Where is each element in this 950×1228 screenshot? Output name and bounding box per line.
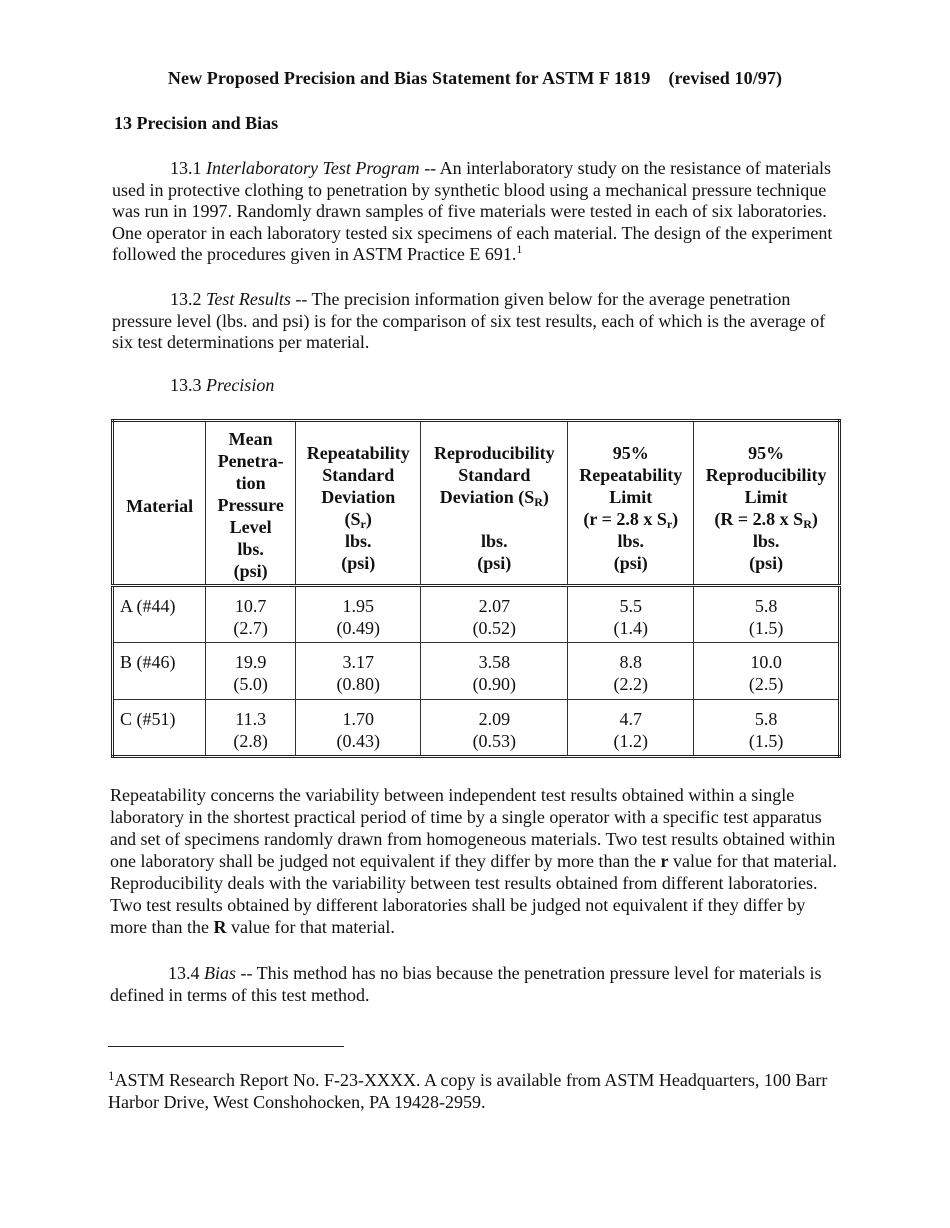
paragraph-13-1 [112, 158, 842, 266]
footnote-mark: 1 [108, 1068, 115, 1083]
para-13-3-label: Precision [206, 375, 275, 395]
header-reproducibility-sd: Reproducibility Standard Deviation $(S_R)$ lbs. (psi) [421, 421, 568, 586]
cell-rep-limit: 5.5 (1.4) [568, 586, 694, 643]
repeatability-text-3: value for that material. [226, 917, 395, 937]
revision-note: (revised 10/97) [668, 68, 783, 88]
cell-mean: 10.7 (2.7) [206, 586, 296, 643]
cell-mean: 11.3 (2.8) [206, 700, 296, 757]
title-text: New Proposed Precision and Bias Statement for ASTM F 1819 [167, 68, 651, 88]
header-repeatability-sd: Repeatability Standard Deviation $(S_r)$ lbs. (psi) [296, 421, 421, 586]
table-row [113, 700, 840, 757]
cell-rep-limit: 8.8 (2.2) [568, 643, 694, 700]
symbol-R: R [213, 917, 227, 937]
precision-table [111, 419, 841, 758]
footnote [108, 1069, 848, 1113]
cell-repro-limit: 5.8 (1.5) [694, 700, 840, 757]
para-13-1-label: Interlaboratory Test Program [206, 158, 420, 178]
para-13-4-text: -- This method has no bias because the penetration pressure level for materials is defined in terms of this test method. [110, 963, 822, 1005]
para-13-1-number: 13.1 [170, 158, 202, 178]
repeatability-text-1: Repeatability concerns the variability between independent test results obtained within a single laboratory in the shortest practical period of time by a single operator with a specific test apparatus and set of specimens randomly drawn from homogeneous materials. Two test results obtained within one laboratory shall be judged not equivalent if they differ by more than the [110, 785, 836, 871]
table-header-row [113, 421, 840, 586]
paragraph-13-4 [110, 962, 840, 1006]
footnote-text: ASTM Research Report No. F-23-XXXX. A copy is available from ASTM Headquarters, 100 Barr Harbor Drive, West Conshohocken, PA 19428-2959. [108, 1070, 828, 1112]
cell-rep-sd: 1.95 (0.49) [296, 586, 421, 643]
para-13-1-text: -- An interlaboratory study on the resistance of materials used in protective clothing to penetration by synthetic blood using a mechanical pressure technique was run in 1997. Randomly drawn samples of five materials were tested in each of six laboratories. One operator in each laboratory tested six specimens of each material. The design of the experiment followed the procedures given in ASTM Practice E 691. [112, 158, 833, 264]
para-13-3-number: 13.3 [170, 375, 202, 395]
header-reproducibility-limit: 95% Reproducibility Limit (R = 2.8 x $S_R$) lbs. (psi) [694, 421, 840, 586]
footnote-divider [108, 1046, 344, 1047]
paragraph-13-2 [112, 289, 842, 354]
para-13-2-text: -- The precision information given below for the average penetration pressure level (lbs. and psi) is for the comparison of six test results, each of which is the average of six test determinations per material. [112, 289, 826, 352]
repeatability-text-2: value for that material. Reproducibility deals with the variability between test results obtained from different laboratories. Two test results obtained by different laboratories shall be judged not equivalent if they differ by more than the [110, 851, 837, 937]
cell-repro-limit: 10.0 (2.5) [694, 643, 840, 700]
cell-repro-limit: 5.8 (1.5) [694, 586, 840, 643]
header-repeatability-limit: 95% Repeatability Limit (r = 2.8 x $S_r$) lbs. (psi) [568, 421, 694, 586]
cell-repro-sd: 2.09 (0.53) [421, 700, 568, 757]
cell-material: B (#46) [113, 643, 206, 700]
cell-repro-sd: 2.07 (0.52) [421, 586, 568, 643]
para-13-2-number: 13.2 [170, 289, 202, 309]
repeatability-paragraph [110, 784, 840, 938]
paragraph-13-3 [170, 375, 900, 397]
table-row [113, 586, 840, 643]
para-13-4-number: 13.4 [168, 963, 200, 983]
para-13-2-label: Test Results [206, 289, 291, 309]
document-title [0, 68, 950, 89]
cell-material: C (#51) [113, 700, 206, 757]
cell-repro-sd: 3.58 (0.90) [421, 643, 568, 700]
section-heading: 13 Precision and Bias [114, 113, 279, 133]
cell-mean: 19.9 (5.0) [206, 643, 296, 700]
header-material: Material [113, 421, 206, 586]
footnote-reference: 1 [516, 242, 523, 256]
cell-material: A (#44) [113, 586, 206, 643]
cell-rep-sd: 1.70 (0.43) [296, 700, 421, 757]
table-row [113, 643, 840, 700]
cell-rep-limit: 4.7 (1.2) [568, 700, 694, 757]
header-mean-pressure: Mean Penetra- tion Pressure Level lbs. (psi) [206, 421, 296, 586]
symbol-r: r [660, 851, 669, 871]
para-13-4-label: Bias [204, 963, 237, 983]
cell-rep-sd: 3.17 (0.80) [296, 643, 421, 700]
